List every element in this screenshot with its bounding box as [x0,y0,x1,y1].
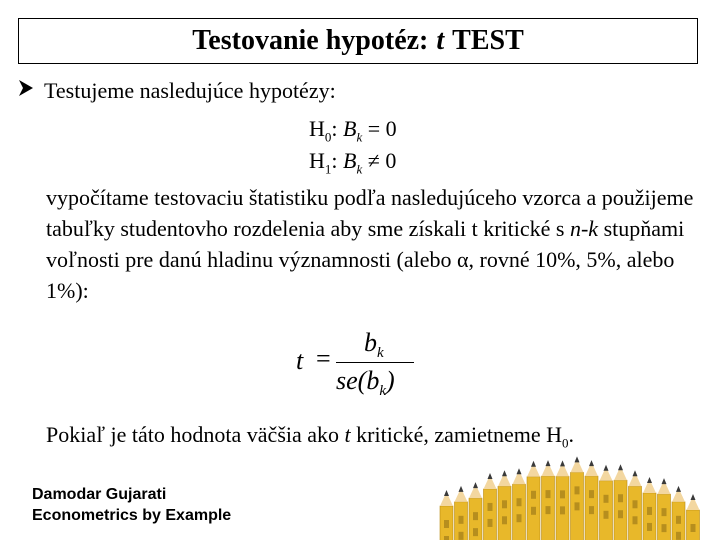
footer-book: Econometrics by Example [32,507,232,524]
pencil [469,482,482,540]
pencil [629,470,642,540]
bullet-text: Testujeme nasledujúce hypotézy: [44,78,336,103]
formula-denominator: $se(b_k)$ [336,366,395,400]
pencil [571,456,584,540]
pencil [542,460,555,540]
pencil [440,490,453,540]
title-prefix: Testovanie hypotéz: [192,25,429,56]
pencil [455,486,468,540]
formula-equals: = [316,344,331,373]
pencil [600,465,613,540]
formula-lhs: t [296,346,304,375]
pencil [527,461,540,540]
pencil [643,477,656,540]
hypothesis-h0: $H_0$: $B_k = 0$ [309,116,397,145]
bullet-line [18,76,336,106]
fraction-bar [336,362,414,363]
pencil [484,473,497,540]
slide-title [18,18,698,64]
pencil [556,460,569,540]
pencil [658,478,671,540]
hypothesis-h1: $H_1$: $B_k \ne 0$ [309,148,397,177]
t-statistic-formula [296,328,436,400]
pencil [672,486,685,540]
pencil [585,460,598,540]
arrow-bullet-icon [18,76,36,106]
pencil [614,464,627,540]
explanation-paragraph: vypočítame testovaciu štatistiku podľa nasledujúceho vzorca a použijeme tabuľky studentovho rozdelenia aby sme získali t kritické s n-k stupňami voľnosti pre danú hladinu významnosti (alebo α, rovné 10%, 5%, alebo 1%): [46,185,694,303]
footer-author: Damodar Gujarati [32,486,167,503]
footer-credit [32,484,231,526]
formula-numerator: $b_k$ [364,328,384,362]
pencil [498,470,511,540]
title-t: t [436,25,445,56]
pencils-image [438,448,700,540]
pencil [687,494,700,540]
conclusion-text: Pokiaľ je táto hodnota väčšia ako t kritické, zamietneme $H_0$. [46,422,575,451]
title-suffix: TEST [452,25,524,56]
pencil [513,468,526,540]
